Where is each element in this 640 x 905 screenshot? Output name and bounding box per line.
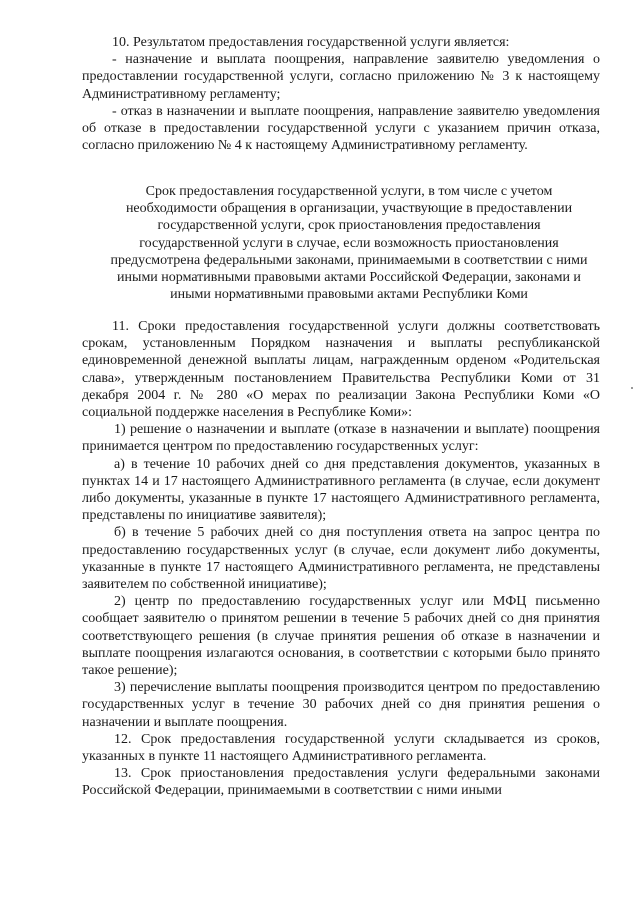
heading-line: государственной услуги в случае, если возможность приостановления xyxy=(139,235,559,251)
heading-line: иными нормативными правовыми актами Российской Федерации, законами и xyxy=(117,270,581,286)
section-11 xyxy=(82,318,600,800)
section-10 xyxy=(82,34,600,154)
section-10-intro: 10. Результатом предоставления государственной услуги является: xyxy=(112,35,510,50)
section-11-point-2: 2) центр по предоставлению государственных услуг или МФЦ письменно сообщает заявителю о принятом решении в течение 5 рабочих дней со дня принятия соответствующего решения (в случае принятия решения об отказе в назначении и выплате поощрения излагаются основания, в соответствии с которыми было принято такое решение); xyxy=(82,594,600,679)
heading-line: предусмотрена федеральными законами, принимаемыми в соответствии с ними xyxy=(110,252,588,268)
section-11-point-1b: б) в течение 5 рабочих дней со дня поступления ответа на запрос центра по предоставлению государственных услуг (в случае, если документ либо документы, указанные в пункте 17 настоящего Административного регламента, не представлены заявителем по собственной инициативе); xyxy=(82,525,600,593)
scan-speck xyxy=(631,387,633,389)
section-12-text: 12. Срок предоставления государственной услуги складывается из сроков, указанных в пункте 11 настоящего Административного регламента. xyxy=(82,731,600,765)
section-10-item-1: - назначение и выплата поощрения, направление заявителю уведомления о предоставлении государственной услуги, согласно приложению № 3 к настоящему Административному регламенту; xyxy=(82,52,600,102)
section-11-point-1a: а) в течение 10 рабочих дней со дня представления документов, указанных в пунктах 14 и 17 настоящего Административного регламента (в случае, если документ либо документы, указанные в пункте 17 настоящего Административного регламента, представлены по инициативе заявителя); xyxy=(82,456,600,524)
section-13-text: 13. Срок приостановления предоставления услуги федеральными законами Российской Федерации, принимаемыми в соответствии с ними иными xyxy=(82,766,600,799)
heading-line: иными нормативными правовыми актами Республики Коми xyxy=(170,287,528,303)
section-11-point-1: 1) решение о назначении и выплате (отказе в назначении и выплате) поощрения принимается центром по предоставлению государственных услуг: xyxy=(82,422,600,455)
section-heading xyxy=(110,183,588,303)
section-11-point-3: 3) перечисление выплаты поощрения производится центром по предоставлению государственных услуг в течение 30 рабочих дней со дня принятия решения о назначении и выплате поощрения. xyxy=(82,680,600,730)
section-10-item-2: - отказ в назначении и выплате поощрения, направление заявителю уведомления об отказе в предоставлении государственной услуги с указанием причин отказа, согласно приложению № 4 к настоящему Административному регламенту. xyxy=(82,103,600,154)
heading-line: Срок предоставления государственной услуги, в том числе с учетом xyxy=(145,184,553,199)
heading-line: необходимости обращения в организации, участвующие в предоставлении xyxy=(125,201,573,217)
heading-line: государственной услуги, срок приостановления предоставления xyxy=(157,218,541,234)
section-11-intro: 11. Сроки предоставления государственной услуги должны соответствовать срокам, установленным Порядком назначения и выплаты республиканской единовременной денежной выплаты лицам, награжденным орденом «Родительская слава», утвержденным постановлением Правительства Республики Коми от 31 декабря 2004 г. № 280 «О мерах по реализации Закона Республики Коми «О социальной поддержке населения в Республике Коми»: xyxy=(82,319,600,421)
